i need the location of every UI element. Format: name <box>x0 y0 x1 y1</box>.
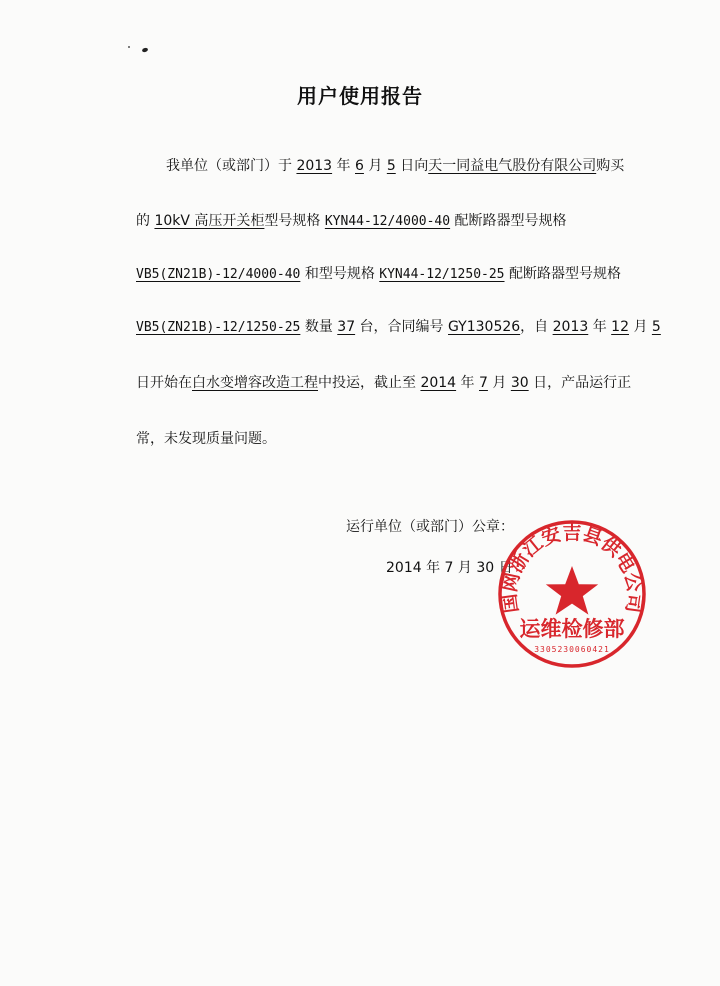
filled-field: 白水变增容改造工程 <box>192 375 318 391</box>
report-line <box>136 374 631 392</box>
signature-date: 2014 年 7 月 30 日 <box>386 560 513 576</box>
report-line <box>136 212 567 231</box>
report-text: 中投运，截止至 <box>318 375 421 391</box>
report-text: 日开始在 <box>136 375 192 391</box>
seal-star <box>546 566 598 615</box>
report-line <box>136 318 661 337</box>
report-line <box>136 265 621 284</box>
report-text: 日向 <box>395 158 429 174</box>
report-text: 年 <box>456 375 479 391</box>
scan-speck <box>128 46 130 48</box>
seal-dept-text: 运维检修部 <box>519 617 625 641</box>
filled-field: 37 <box>337 319 356 335</box>
scan-speck <box>141 47 148 53</box>
report-text: 年 <box>332 158 355 174</box>
report-text: 常，未发现质量问题。 <box>136 431 276 447</box>
report-text: 年 <box>588 319 612 335</box>
filled-field: KYN44-12/1250-25 <box>379 267 505 282</box>
filled-field: 2014 <box>420 375 457 391</box>
filled-field: KYN44-12/4000-40 <box>324 214 451 229</box>
filled-field: 5 <box>651 319 661 335</box>
report-text: 数量 <box>300 319 338 335</box>
report-text: 月 <box>629 319 652 335</box>
report-text: 购买 <box>596 158 625 174</box>
report-text: 月 <box>363 158 387 174</box>
report-text: 日，产品运行正 <box>528 375 632 391</box>
filled-field: 5 <box>386 158 396 174</box>
filled-field: 10kV 高压开关柜 <box>154 213 265 229</box>
report-text: 台，合同编号 <box>355 319 449 335</box>
report-text: 和型号规格 <box>300 266 380 282</box>
report-text: 配断路器型号规格 <box>504 266 621 282</box>
report-text: 配断路器型号规格 <box>450 213 567 229</box>
report-text: ，自 <box>520 319 553 335</box>
signature-label: 运行单位（或部门）公章： <box>346 519 514 535</box>
filled-field: VB5(ZN21B)-12/4000-40 <box>136 267 301 282</box>
seal-serial-number: 3305230060421 <box>534 645 610 654</box>
report-text: 的 <box>136 213 155 229</box>
filled-field: VB5(ZN21B)-12/1250-25 <box>136 320 301 335</box>
filled-field: GY130526 <box>448 319 521 335</box>
filled-field: 12 <box>611 319 629 335</box>
report-text: 型号规格 <box>264 213 325 229</box>
official-seal <box>496 518 648 670</box>
report-line <box>166 157 624 175</box>
report-text: 我单位（或部门）于 <box>166 158 297 174</box>
filled-field: 7 <box>479 375 488 391</box>
filled-field: 30 <box>510 375 529 391</box>
seal-org-text: 国网浙江安吉县供电公司 <box>498 522 646 615</box>
filled-field: 天一同益电气股份有限公司 <box>428 158 597 174</box>
filled-field: 6 <box>355 158 364 174</box>
page-title: 用户使用报告 <box>297 84 423 108</box>
report-line <box>136 430 276 448</box>
report-text: 月 <box>487 375 511 391</box>
filled-field: 2013 <box>552 319 589 335</box>
filled-field: 2013 <box>296 158 333 174</box>
